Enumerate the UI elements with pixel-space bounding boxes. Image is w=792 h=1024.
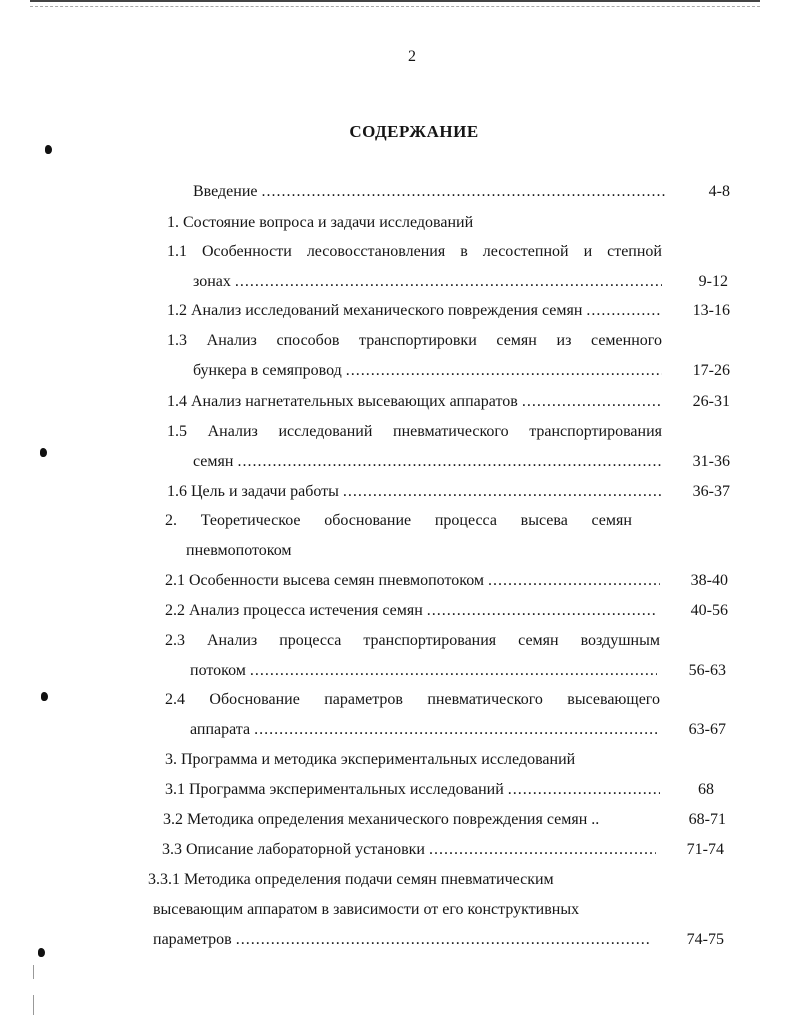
toc-page-range: 74-75 [686, 931, 724, 948]
scan-speck [41, 692, 48, 701]
toc-word: семян [496, 332, 537, 349]
toc-entry-text: потоком [190, 662, 246, 679]
toc-word: процесса [434, 512, 497, 529]
toc-leader-dots [250, 661, 657, 681]
toc-page-range: 40-56 [690, 602, 728, 619]
toc-entry-3-2: 3.2 Методика определения механического повреждения семян .. [163, 811, 600, 828]
toc-entry-1-1 [167, 242, 662, 262]
toc-entry-intro [193, 182, 665, 202]
toc-word: параметров [324, 691, 403, 708]
toc-word: Обоснование [209, 691, 300, 708]
toc-entry-1-5-cont [193, 452, 662, 472]
toc-entry-1-2 [167, 301, 662, 321]
toc-entry-number: 1.1 [167, 243, 187, 260]
toc-entry-text: 1.2 Анализ исследований механического повреждения семян [167, 302, 583, 319]
toc-word: семян [518, 632, 559, 649]
toc-word: транспортирования [529, 423, 662, 440]
toc-word: способов [276, 332, 340, 349]
toc-entry-text: 1.4 Анализ нагнетательных высевающих аппаратов [167, 393, 518, 410]
toc-entry-2-1 [165, 571, 660, 591]
toc-page-range: 38-40 [690, 572, 728, 589]
toc-leader-dots [236, 930, 650, 950]
toc-word: лесовосстановления [306, 243, 446, 260]
toc-entry-1-3-cont [193, 361, 662, 381]
toc-page-range: 63-67 [688, 721, 726, 738]
page-title: СОДЕРЖАНИЕ [349, 122, 479, 141]
toc-leader-dots [254, 720, 657, 740]
toc-section-2 [165, 511, 632, 531]
toc-page-range: 4-8 [708, 183, 730, 200]
toc-section-1: 1. Состояние вопроса и задачи исследований [167, 214, 474, 231]
scan-top-border [30, 0, 760, 5]
toc-page-range: 13-16 [692, 302, 730, 319]
scan-speck [45, 145, 52, 154]
toc-entry-text: зонах [193, 273, 231, 290]
toc-word: Особенности [201, 243, 292, 260]
toc-leader-dots [262, 182, 666, 202]
toc-section-2-cont: пневмопотоком [186, 542, 292, 559]
toc-word: Анализ [207, 632, 258, 649]
toc-word: и [583, 243, 593, 260]
scan-speck [40, 448, 47, 457]
toc-leader-dots [237, 452, 662, 472]
toc-leader-dots [346, 361, 662, 381]
toc-entry-text: Введение [193, 183, 258, 200]
toc-entry-2-2 [165, 601, 655, 621]
scan-speck [38, 948, 45, 957]
toc-page-range: 17-26 [692, 362, 730, 379]
toc-word: семян [591, 512, 632, 529]
toc-page-range: 36-37 [692, 483, 730, 500]
toc-word: семенного [591, 332, 662, 349]
toc-entry-1-3 [167, 331, 662, 351]
toc-word: обоснование [324, 512, 412, 529]
toc-word: лесостепной [482, 243, 569, 260]
toc-word: высева [520, 512, 568, 529]
toc-word: степной [607, 243, 662, 260]
scan-edge-mark [33, 965, 34, 979]
toc-word: в [460, 243, 468, 260]
toc-leader-dots [586, 301, 662, 321]
toc-entry-text: параметров [153, 931, 232, 948]
toc-entry-3-3 [162, 840, 656, 860]
toc-leader-dots [488, 571, 660, 591]
toc-entry-text: семян [193, 453, 234, 470]
toc-entry-number: 2.4 [165, 691, 185, 708]
toc-entry-text: 3.3 Описание лабораторной установки [162, 841, 425, 858]
toc-entry-1-1-cont [193, 272, 662, 292]
toc-word: пневматического [427, 691, 543, 708]
toc-entry-text: 1.6 Цель и задачи работы [167, 483, 339, 500]
toc-entry-1-4 [167, 392, 662, 412]
toc-word: Анализ [206, 332, 257, 349]
toc-page-range: 9-12 [698, 273, 728, 290]
toc-entry-text: бункера в семяпровод [193, 362, 342, 379]
toc-entry-text: 2.2 Анализ процесса истечения семян [165, 602, 423, 619]
scan-edge-mark [33, 995, 34, 1015]
toc-page-range: 68 [698, 781, 714, 798]
toc-leader-dots [343, 482, 662, 502]
toc-page-range: 68-71 [688, 811, 726, 828]
toc-page-range: 71-74 [686, 841, 724, 858]
toc-word: Анализ [207, 423, 258, 440]
toc-page-range: 31-36 [692, 453, 730, 470]
toc-word: процесса [279, 632, 342, 649]
toc-entry-3-1 [165, 780, 660, 800]
toc-entry-2-3-cont [190, 661, 657, 681]
toc-entry-number: 1.5 [167, 423, 187, 440]
toc-entry-number: 1.3 [167, 332, 187, 349]
toc-entry-2-3 [165, 631, 660, 651]
toc-leader-dots [522, 392, 662, 412]
page-number: 2 [408, 48, 416, 65]
toc-entry-2-4-cont [190, 720, 657, 740]
toc-entry-3-3-1: 3.3.1 Методика определения подачи семян пневматическим [148, 871, 554, 888]
toc-word: пневматического [393, 423, 509, 440]
toc-entry-text: 3.1 Программа экспериментальных исследований [165, 781, 504, 798]
toc-entry-3-3-1-last [153, 930, 650, 950]
toc-entry-3-3-1-cont: высевающим аппаратом в зависимости от его конструктивных [153, 901, 580, 918]
toc-page-range: 56-63 [688, 662, 726, 679]
toc-word: из [556, 332, 572, 349]
toc-word: высевающего [567, 691, 660, 708]
toc-leader-dots [508, 780, 660, 800]
toc-word: транспортирования [363, 632, 497, 649]
toc-entry-text: аппарата [190, 721, 251, 738]
toc-leader-dots [429, 840, 656, 860]
toc-leader-dots [235, 272, 662, 292]
toc-entry-number: 2.3 [165, 632, 185, 649]
toc-entry-1-6 [167, 482, 662, 502]
toc-entry-number: 2. [165, 512, 177, 529]
toc-word: воздушным [580, 632, 660, 649]
toc-entry-1-5 [167, 422, 662, 442]
toc-entry-2-4 [165, 690, 660, 710]
toc-section-3: 3. Программа и методика экспериментальных исследований [165, 751, 576, 768]
toc-entry-text: 2.1 Особенности высева семян пневмопотоком [165, 572, 485, 589]
toc-word: транспортировки [359, 332, 477, 349]
toc-word: исследований [278, 423, 373, 440]
toc-leader-dots [427, 601, 655, 621]
toc-page-range: 26-31 [692, 393, 730, 410]
toc-word: Теоретическое [200, 512, 301, 529]
